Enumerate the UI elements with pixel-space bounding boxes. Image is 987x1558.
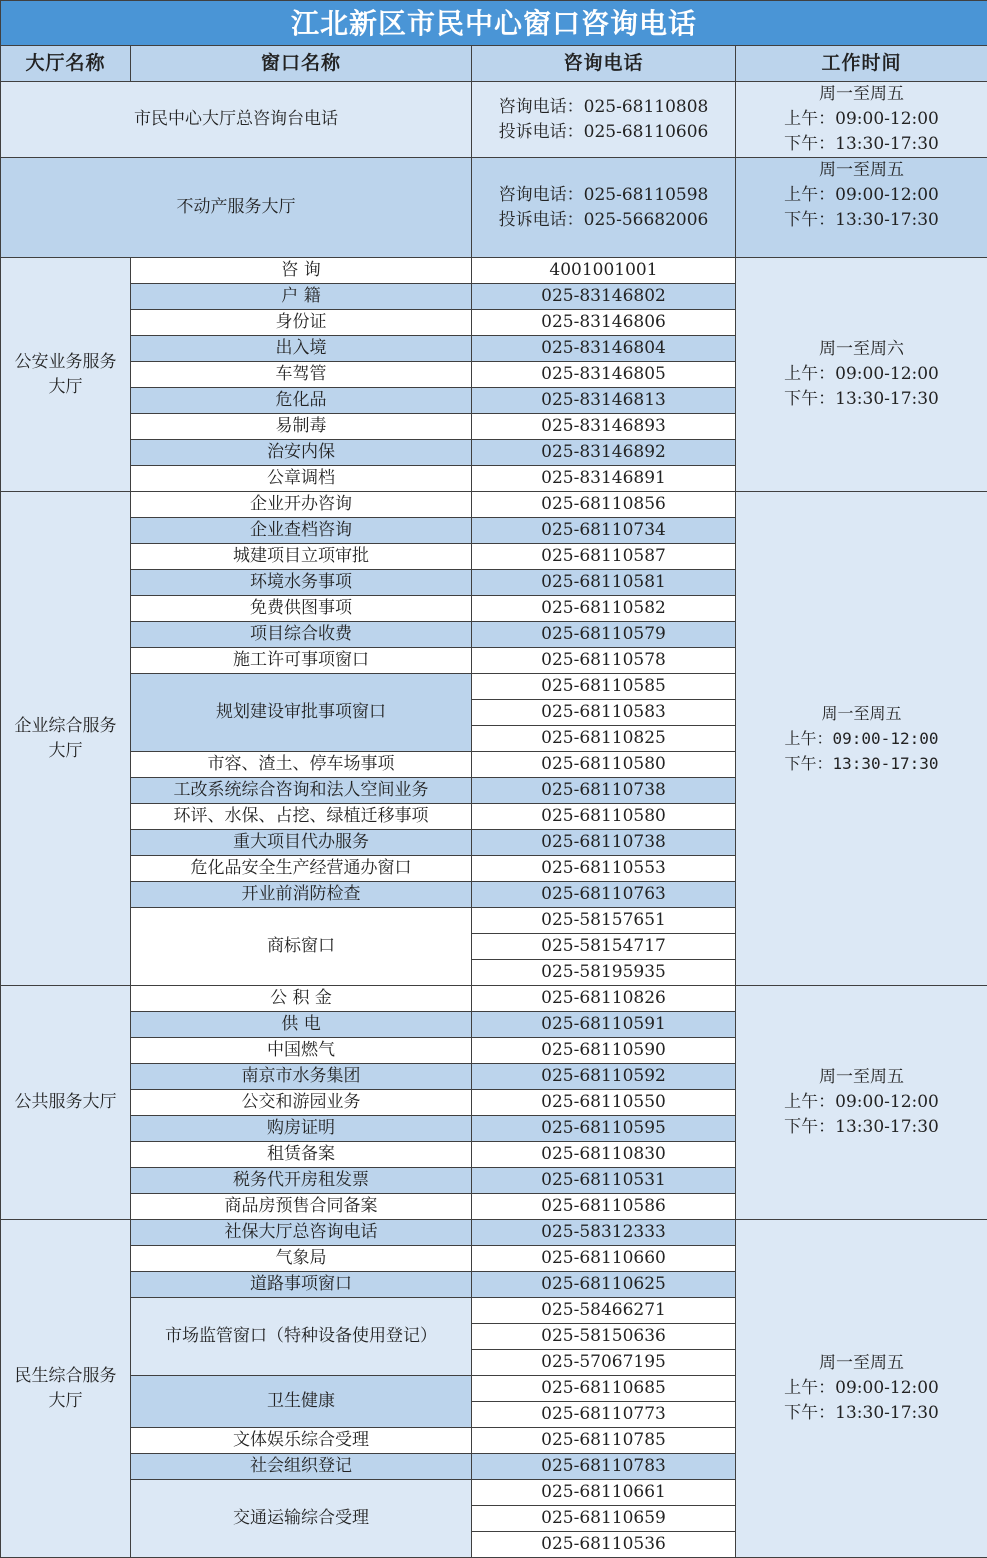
afternoon-hours: 下午：13:30-17:30	[736, 208, 987, 233]
window-name-cell: 社保大厅总咨询电话	[131, 1220, 472, 1246]
phone-cell: 025-83146802	[472, 284, 736, 310]
window-name-cell: 社会组织登记	[131, 1454, 472, 1480]
window-name-cell: 气象局	[131, 1246, 472, 1272]
column-header-hours: 工作时间	[736, 46, 987, 82]
table-row	[1, 82, 987, 158]
afternoon-hours: 下午：13:30-17:30	[736, 1115, 987, 1140]
window-name-cell: 购房证明	[131, 1116, 472, 1142]
phone-cell: 025-68110734	[472, 518, 736, 544]
work-hours-cell	[736, 258, 987, 492]
window-name-cell: 身份证	[131, 310, 472, 336]
window-name-cell: 卫生健康	[131, 1376, 472, 1428]
phone-cell: 025-68110536	[472, 1532, 736, 1558]
phone-cell: 025-68110685	[472, 1376, 736, 1402]
hall-name-line: 大厅	[1, 1389, 130, 1414]
window-name-cell: 出入境	[131, 336, 472, 362]
phone-cell: 025-68110826	[472, 986, 736, 1012]
phone-cell: 025-83146891	[472, 466, 736, 492]
phone-cell: 025-68110581	[472, 570, 736, 596]
hall-name-line: 公共服务大厅	[1, 1090, 130, 1115]
phone-cell: 025-68110553	[472, 856, 736, 882]
phone-cell	[472, 82, 736, 158]
window-name-cell: 市民中心大厅总咨询台电话	[1, 82, 472, 158]
work-days: 周一至周六	[736, 337, 987, 362]
phone-cell: 025-68110550	[472, 1090, 736, 1116]
phone-cell: 025-58150636	[472, 1324, 736, 1350]
window-name-cell: 重大项目代办服务	[131, 830, 472, 856]
page-title: 江北新区市民中心窗口咨询电话	[1, 1, 987, 46]
hall-name-cell	[1, 492, 131, 986]
phone-cell: 025-68110773	[472, 1402, 736, 1428]
hall-name-cell	[1, 258, 131, 492]
phone-cell: 025-68110591	[472, 1012, 736, 1038]
phone-cell	[472, 158, 736, 258]
window-name-cell: 环评、水保、占挖、绿植迁移事项	[131, 804, 472, 830]
consult-phone: 咨询电话：025-68110598	[472, 183, 735, 208]
hall-name-cell	[1, 1220, 131, 1558]
work-days: 周一至周五	[736, 82, 987, 107]
window-name-cell: 市容、渣土、停车场事项	[131, 752, 472, 778]
phone-cell: 025-68110783	[472, 1454, 736, 1480]
window-name-cell: 商品房预售合同备案	[131, 1194, 472, 1220]
morning-hours: 上午：09:00-12:00	[736, 107, 987, 132]
window-name-cell: 车驾管	[131, 362, 472, 388]
phone-cell: 025-68110585	[472, 674, 736, 700]
afternoon-hours: 下午：13:30-17:30	[736, 132, 987, 157]
afternoon-hours: 下午：13:30-17:30	[736, 751, 987, 776]
morning-hours: 上午：09:00-12:00	[736, 726, 987, 751]
work-days: 周一至周五	[736, 158, 987, 183]
phone-cell: 025-68110830	[472, 1142, 736, 1168]
work-hours-cell	[736, 158, 987, 258]
window-name-cell: 危化品安全生产经营通办窗口	[131, 856, 472, 882]
work-days: 周一至周五	[736, 1065, 987, 1090]
hall-name-cell	[1, 986, 131, 1220]
phone-cell: 025-68110825	[472, 726, 736, 752]
phone-cell: 025-83146893	[472, 414, 736, 440]
morning-hours: 上午：09:00-12:00	[736, 1376, 987, 1401]
phone-cell: 025-68110586	[472, 1194, 736, 1220]
hall-name-line: 民生综合服务	[1, 1364, 130, 1389]
window-name-cell: 公 积 金	[131, 986, 472, 1012]
phone-cell: 025-68110738	[472, 830, 736, 856]
phone-cell: 4001001001	[472, 258, 736, 284]
window-name-cell: 公章调档	[131, 466, 472, 492]
window-name-cell: 交通运输综合受理	[131, 1480, 472, 1558]
phone-cell: 025-68110595	[472, 1116, 736, 1142]
phone-cell: 025-83146813	[472, 388, 736, 414]
window-name-cell: 文体娱乐综合受理	[131, 1428, 472, 1454]
phone-cell: 025-68110580	[472, 804, 736, 830]
window-name-cell: 城建项目立项审批	[131, 544, 472, 570]
window-name-cell: 规划建设审批事项窗口	[131, 674, 472, 752]
phone-cell: 025-83146805	[472, 362, 736, 388]
window-name-cell: 公交和游园业务	[131, 1090, 472, 1116]
phone-cell: 025-83146806	[472, 310, 736, 336]
table-row	[1, 986, 987, 1012]
phone-cell: 025-58157651	[472, 908, 736, 934]
window-name-cell: 租赁备案	[131, 1142, 472, 1168]
window-name-cell: 企业开办咨询	[131, 492, 472, 518]
window-name-cell: 开业前消防检查	[131, 882, 472, 908]
phone-cell: 025-58312333	[472, 1220, 736, 1246]
window-name-cell: 供 电	[131, 1012, 472, 1038]
complaint-phone: 投诉电话：025-68110606	[472, 120, 735, 145]
phone-cell: 025-68110582	[472, 596, 736, 622]
phone-cell: 025-68110856	[472, 492, 736, 518]
column-header-hall: 大厅名称	[1, 46, 131, 82]
afternoon-hours: 下午：13:30-17:30	[736, 387, 987, 412]
phone-cell: 025-68110531	[472, 1168, 736, 1194]
column-header-window: 窗口名称	[131, 46, 472, 82]
complaint-phone: 投诉电话：025-56682006	[472, 208, 735, 233]
table-row	[1, 158, 987, 258]
window-name-cell: 危化品	[131, 388, 472, 414]
afternoon-hours: 下午：13:30-17:30	[736, 1401, 987, 1426]
window-name-cell: 市场监管窗口（特种设备使用登记）	[131, 1298, 472, 1376]
window-name-cell: 中国燃气	[131, 1038, 472, 1064]
table-row	[1, 492, 987, 518]
phone-cell: 025-83146804	[472, 336, 736, 362]
phone-cell: 025-68110785	[472, 1428, 736, 1454]
phone-cell: 025-58195935	[472, 960, 736, 986]
window-name-cell: 南京市水务集团	[131, 1064, 472, 1090]
window-name-cell: 工改系统综合咨询和法人空间业务	[131, 778, 472, 804]
work-hours-cell	[736, 492, 987, 986]
hall-name-line: 公安业务服务	[1, 350, 130, 375]
phone-cell: 025-68110579	[472, 622, 736, 648]
phone-cell: 025-68110587	[472, 544, 736, 570]
consult-phone: 咨询电话：025-68110808	[472, 95, 735, 120]
morning-hours: 上午：09:00-12:00	[736, 362, 987, 387]
window-name-cell: 税务代开房租发票	[131, 1168, 472, 1194]
phone-cell: 025-68110659	[472, 1506, 736, 1532]
window-name-cell: 环境水务事项	[131, 570, 472, 596]
window-name-cell: 治安内保	[131, 440, 472, 466]
window-name-cell: 企业查档咨询	[131, 518, 472, 544]
phone-cell: 025-57067195	[472, 1350, 736, 1376]
table-row	[1, 258, 987, 284]
window-name-cell: 易制毒	[131, 414, 472, 440]
phone-cell: 025-68110661	[472, 1480, 736, 1506]
morning-hours: 上午：09:00-12:00	[736, 1090, 987, 1115]
column-header-phone: 咨询电话	[472, 46, 736, 82]
window-name-cell: 道路事项窗口	[131, 1272, 472, 1298]
morning-hours: 上午：09:00-12:00	[736, 183, 987, 208]
window-name-cell: 户 籍	[131, 284, 472, 310]
phone-cell: 025-58154717	[472, 934, 736, 960]
window-name-cell: 咨 询	[131, 258, 472, 284]
work-days: 周一至周五	[736, 701, 987, 726]
phone-cell: 025-68110580	[472, 752, 736, 778]
phone-cell: 025-68110625	[472, 1272, 736, 1298]
window-name-cell: 施工许可事项窗口	[131, 648, 472, 674]
window-name-cell: 商标窗口	[131, 908, 472, 986]
phone-cell: 025-68110578	[472, 648, 736, 674]
work-hours-cell	[736, 82, 987, 158]
phone-cell: 025-68110583	[472, 700, 736, 726]
window-name-cell: 免费供图事项	[131, 596, 472, 622]
phone-cell: 025-58466271	[472, 1298, 736, 1324]
hall-name-line: 大厅	[1, 375, 130, 400]
hall-name-line: 企业综合服务	[1, 714, 130, 739]
table-header-row	[1, 46, 987, 82]
window-name-cell: 项目综合收费	[131, 622, 472, 648]
hall-name-line: 大厅	[1, 739, 130, 764]
table-row	[1, 1220, 987, 1246]
phone-cell: 025-68110763	[472, 882, 736, 908]
work-days: 周一至周五	[736, 1351, 987, 1376]
window-name-cell: 不动产服务大厅	[1, 158, 472, 258]
work-hours-cell	[736, 1220, 987, 1558]
work-hours-cell	[736, 986, 987, 1220]
phone-cell: 025-68110590	[472, 1038, 736, 1064]
phone-cell: 025-68110592	[472, 1064, 736, 1090]
phone-cell: 025-68110660	[472, 1246, 736, 1272]
phone-cell: 025-68110738	[472, 778, 736, 804]
phone-cell: 025-83146892	[472, 440, 736, 466]
